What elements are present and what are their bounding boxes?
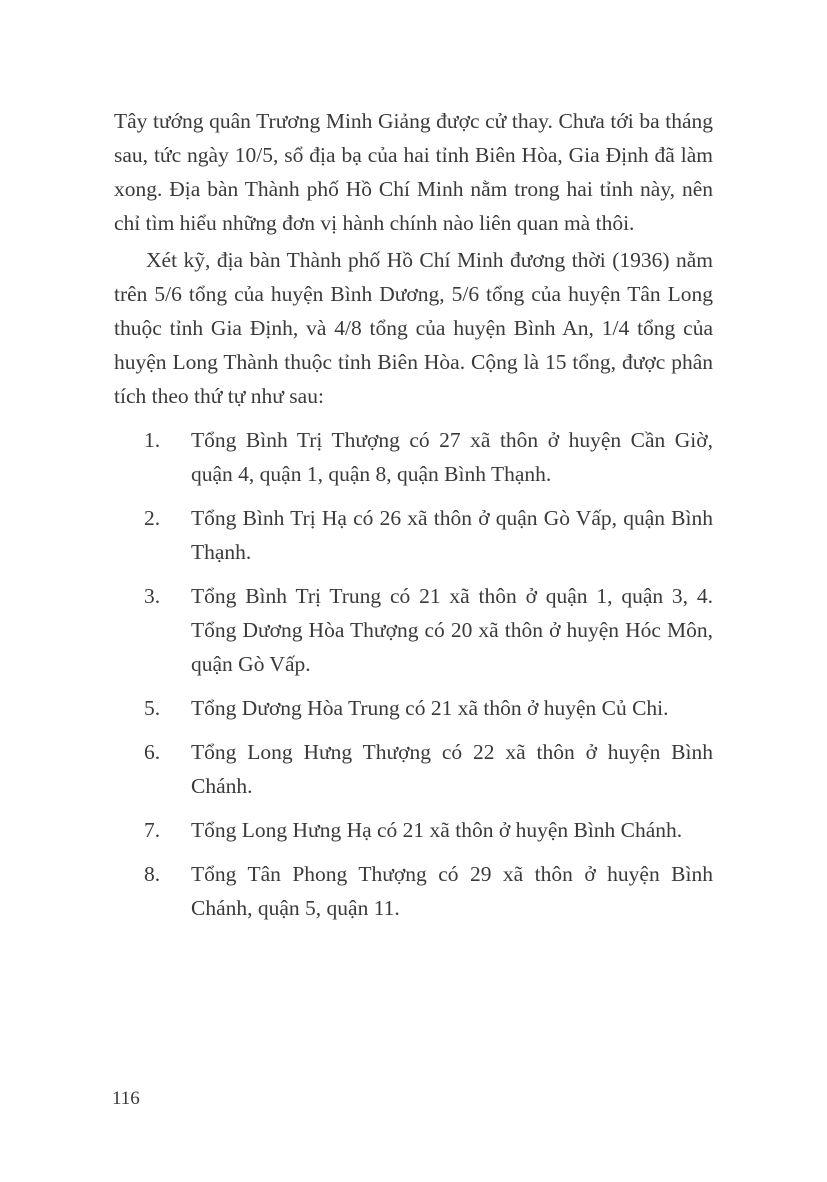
list-item-text: Tổng Long Hưng Hạ có 21 xã thôn ở huyện Bình Chánh. bbox=[191, 818, 683, 842]
paragraph-2: Xét kỹ, địa bàn Thành phố Hồ Chí Minh đương thời (1936) nằm trên 5/6 tổng của huyện Bình Dương, 5/6 tổng của huyện Tân Long thuộc tỉnh Gia Định, và 4/8 tổng của huyện Bình An, 1/4 tổng của huyện Long Thành thuộc tỉnh Biên Hòa. Cộng là 15 tổng, được phân tích theo thứ tự như sau: bbox=[114, 248, 713, 408]
list-item bbox=[144, 857, 713, 925]
list-item bbox=[144, 501, 713, 569]
list-item-number: 8. bbox=[144, 862, 161, 886]
list-item-text: Tổng Tân Phong Thượng có 29 xã thôn ở huyện Bình Chánh, quận 5, quận 11. bbox=[191, 862, 713, 920]
list-item bbox=[144, 579, 713, 681]
paragraph-1: Tây tướng quân Trương Minh Giảng được cử thay. Chưa tới ba tháng sau, tức ngày 10/5, sổ địa bạ của hai tỉnh Biên Hòa, Gia Định đã làm xong. Địa bàn Thành phố Hồ Chí Minh nằm trong hai tỉnh này, nên chỉ tìm hiểu những đơn vị hành chính nào liên quan mà thôi. bbox=[114, 109, 713, 235]
list-item-text: Tổng Bình Trị Trung có 21 xã thôn ở quận 1, quận 3, 4. Tổng Dương Hòa Thượng có 20 xã thôn ở huyện Hóc Môn, quận Gò Vấp. bbox=[191, 584, 713, 676]
list-item bbox=[144, 423, 713, 491]
list-item-number: 5. bbox=[144, 696, 161, 720]
page-content bbox=[114, 104, 713, 925]
list-item bbox=[144, 691, 713, 725]
numbered-list bbox=[114, 423, 713, 925]
page-number: 116 bbox=[112, 1088, 140, 1109]
list-item-number: 6. bbox=[144, 740, 161, 764]
list-item-number: 2. bbox=[144, 506, 161, 530]
list-item-number: 7. bbox=[144, 818, 161, 842]
list-item-text: Tổng Bình Trị Thượng có 27 xã thôn ở huyện Cần Giờ, quận 4, quận 1, quận 8, quận Bình Thạnh. bbox=[191, 428, 713, 486]
list-item-number: 1. bbox=[144, 428, 161, 452]
list-item bbox=[144, 813, 713, 847]
list-item-text: Tổng Long Hưng Thượng có 22 xã thôn ở huyện Bình Chánh. bbox=[191, 740, 713, 798]
list-item bbox=[144, 735, 713, 803]
list-item-text: Tổng Bình Trị Hạ có 26 xã thôn ở quận Gò Vấp, quận Bình Thạnh. bbox=[191, 506, 713, 564]
list-item-number: 3. bbox=[144, 584, 161, 608]
list-item-text: Tổng Dương Hòa Trung có 21 xã thôn ở huyện Củ Chi. bbox=[191, 696, 669, 720]
